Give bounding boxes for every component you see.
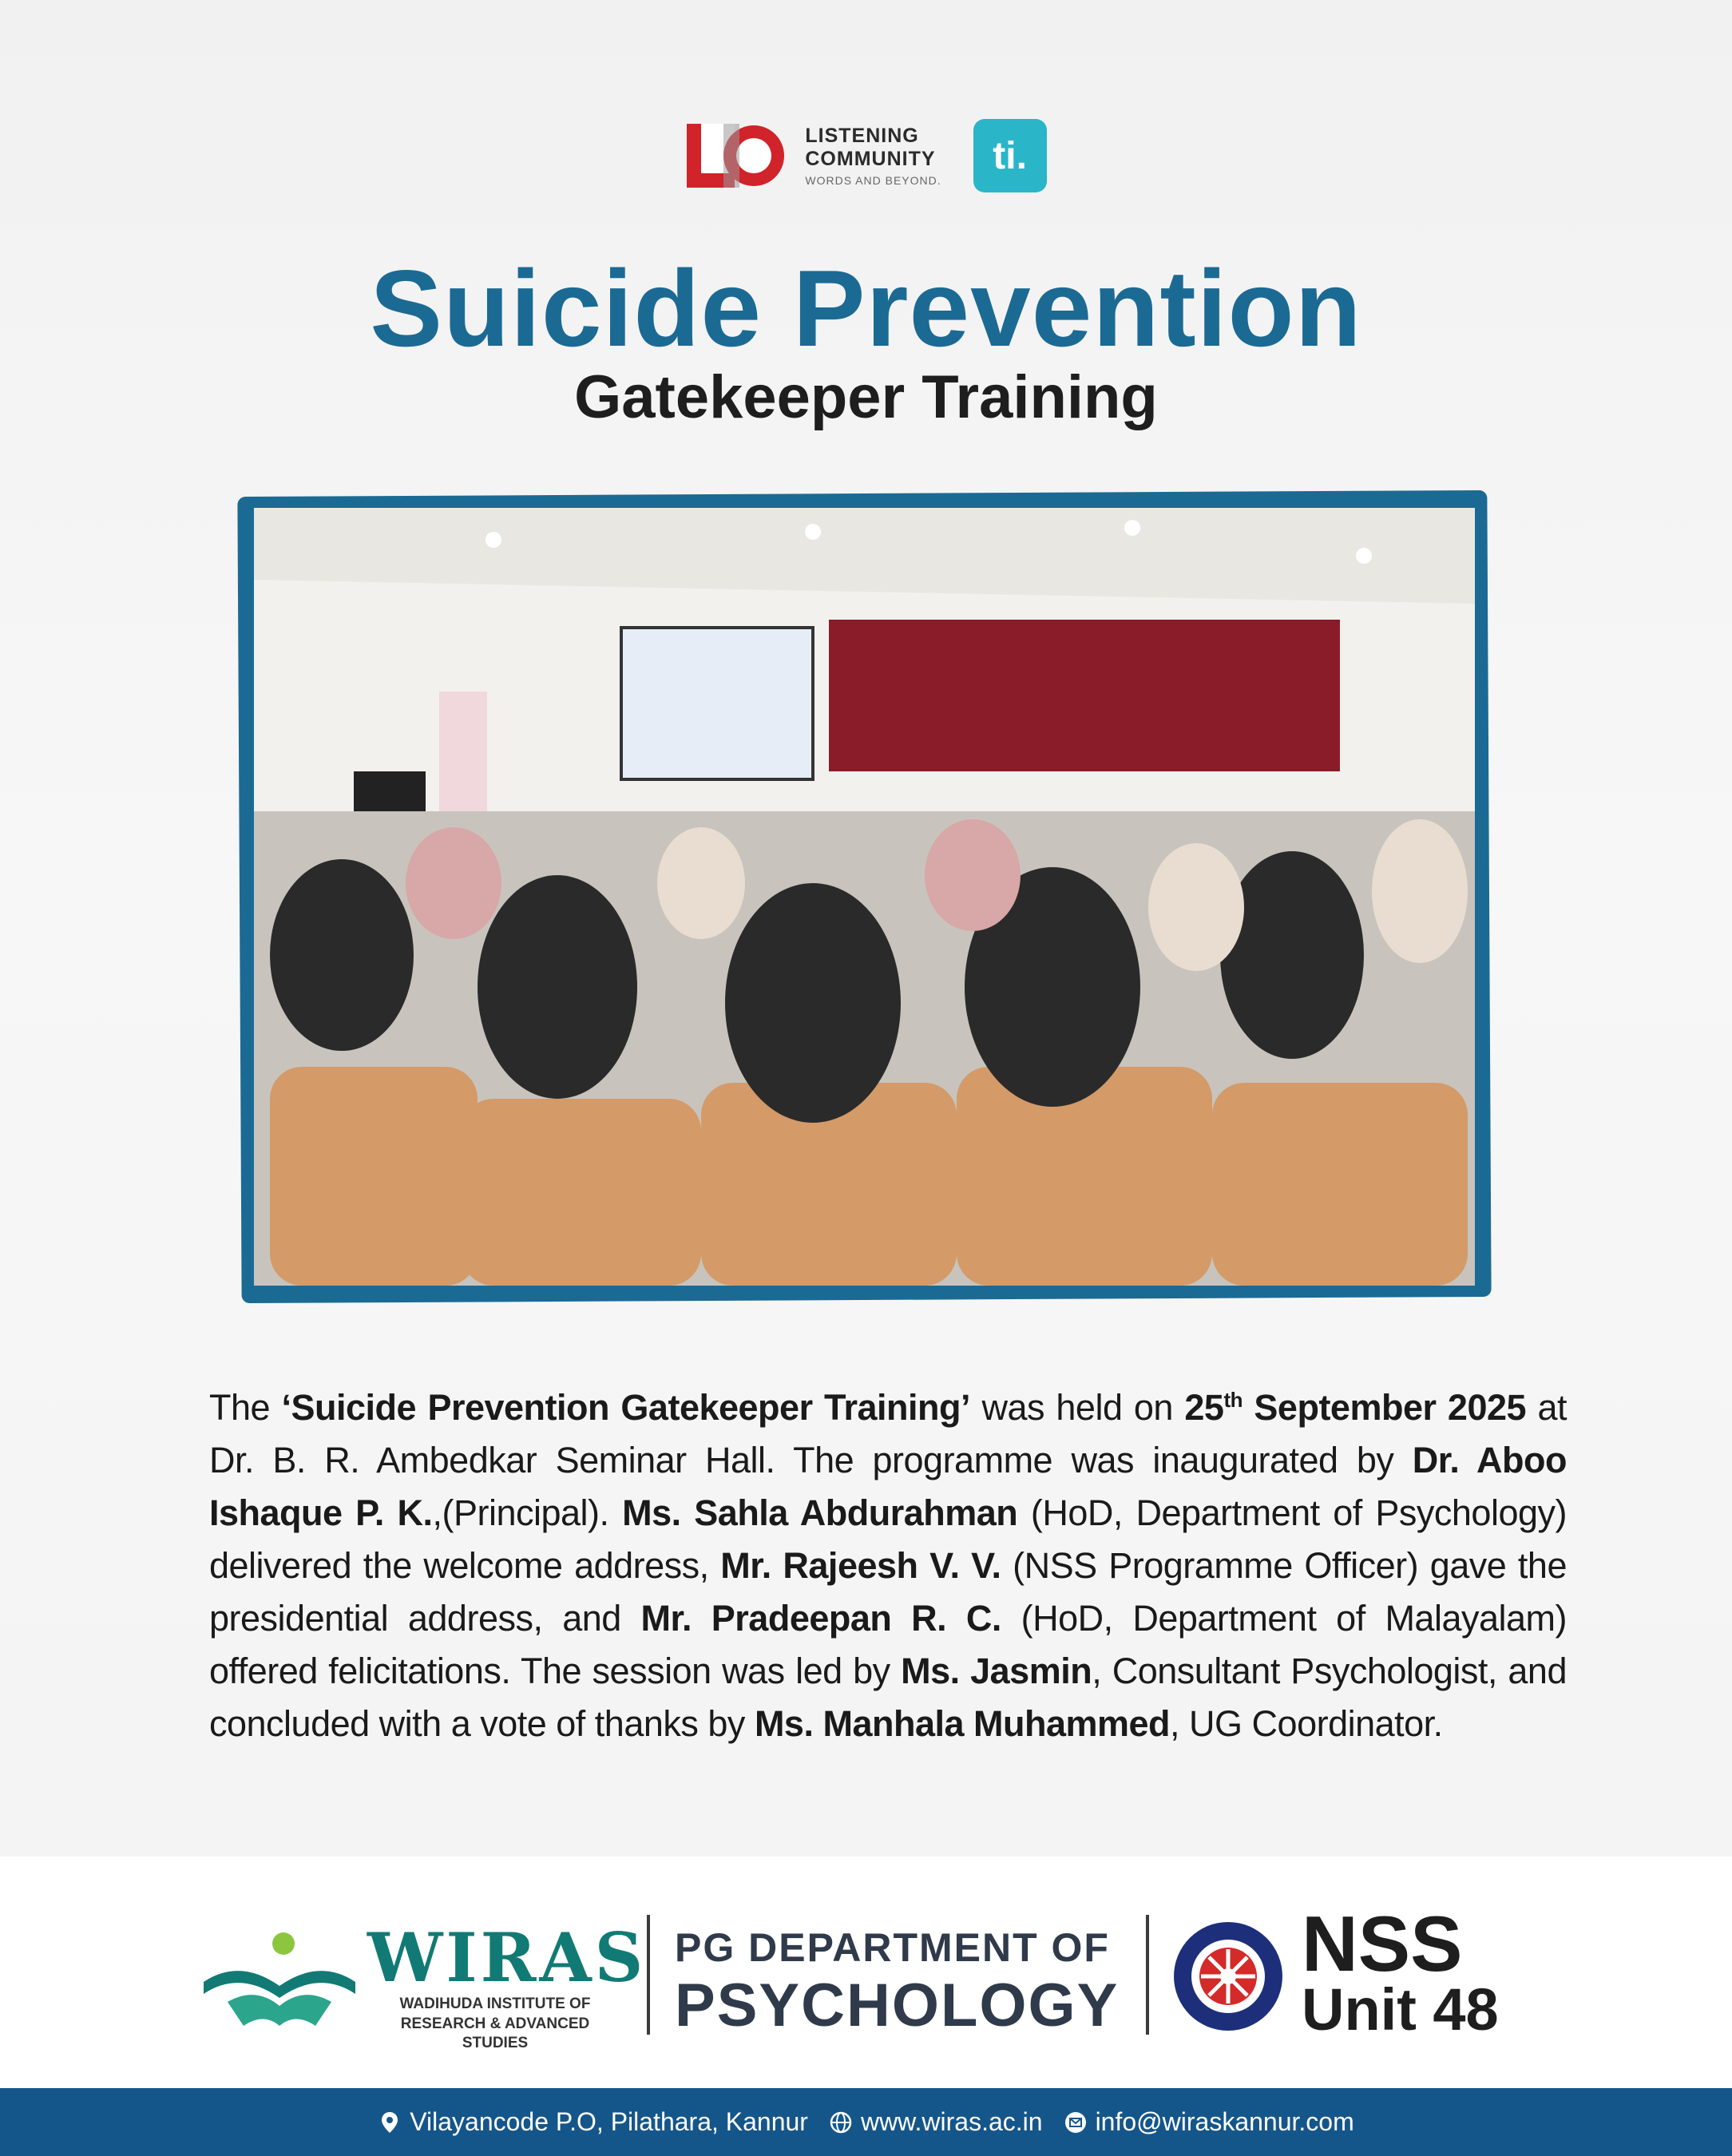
contact-email[interactable]: [1064, 2107, 1354, 2137]
person-principal: Dr. Aboo Ishaque P. K.: [209, 1440, 1567, 1533]
text-run: ,(Principal).: [432, 1492, 623, 1533]
person-hod-psychology: Ms. Sahla Abdurahman: [622, 1492, 1018, 1533]
listening-community-wordmark: [805, 125, 941, 187]
person-ug-coordinator: Ms. Manhala Muhammed: [754, 1703, 1171, 1744]
text-run: , UG Coordinator.: [1170, 1703, 1443, 1744]
text-run: was held on: [970, 1387, 1185, 1428]
person-hod-malayalam: Mr. Pradeepan R. C.: [640, 1598, 1001, 1639]
wiras-book-icon: [196, 1926, 355, 2030]
wiras-wordmark: WIRAS: [367, 1918, 647, 1997]
date-day: 25: [1184, 1387, 1224, 1428]
seminar-hall-illustration: [254, 508, 1475, 1286]
website-text[interactable]: www.wiras.ac.in: [860, 2107, 1043, 2136]
contact-address: [378, 2107, 808, 2137]
department-line-2: PSYCHOLOGY: [675, 1972, 1120, 2039]
person-psychologist: Ms. Jasmin: [901, 1651, 1092, 1691]
text-run: (HoD, Department of Psychology) delivered the welcome address,: [209, 1492, 1567, 1586]
contact-website[interactable]: [829, 2107, 1043, 2137]
address-text: Vilayancode P.O, Pilathara, Kannur: [410, 2107, 808, 2136]
event-photo: [254, 508, 1475, 1286]
nss-emblem-icon: [1172, 1920, 1284, 2032]
partner-logos: [0, 112, 1732, 200]
nss-title: NSS: [1302, 1900, 1463, 1988]
wiras-fullname: [367, 1995, 623, 2054]
person-nss-officer: Mr. Rajeesh V. V.: [720, 1545, 1001, 1586]
logo-line-1: LISTENING: [805, 125, 919, 148]
listening-community-logo-icon: [685, 117, 787, 194]
text-run: (HoD, Department of Malayalam) offered felicitations. The session was led by: [209, 1598, 1568, 1691]
globe-icon: [829, 2110, 853, 2134]
logo-tagline: WORDS AND BEYOND.: [805, 173, 941, 187]
event-description: [209, 1373, 1567, 1750]
location-pin-icon: [378, 2110, 402, 2134]
text-run: The: [209, 1387, 282, 1428]
footer-divider: [1146, 1915, 1149, 2035]
ti-logo: ti.: [973, 119, 1047, 192]
department-line-1: PG DEPARTMENT OF: [675, 1925, 1110, 1970]
text-run: at Dr. B. R. Ambedkar Seminar Hall. The programme was inaugurated by: [209, 1387, 1567, 1480]
text-run: , Consultant Psychologist, and concluded with a vote of thanks by: [209, 1651, 1567, 1744]
event-date: [1184, 1387, 1526, 1428]
page-title: Suicide Prevention: [370, 248, 1362, 369]
event-name: ‘Suicide Prevention Gatekeeper Training’: [281, 1387, 971, 1428]
mail-icon: [1064, 2110, 1088, 2134]
logo-line-2: COMMUNITY: [805, 147, 936, 170]
wiras-sub-line-1: WADIHUDA INSTITUTE OF: [399, 1995, 591, 2012]
wiras-sub-line-2: RESEARCH & ADVANCED STUDIES: [400, 2015, 590, 2052]
date-suffix: th: [1223, 1388, 1243, 1412]
footer-divider: [647, 1915, 650, 2035]
contact-bar: [0, 2088, 1732, 2156]
text-run: (NSS Programme Officer) gave the presidential address, and: [209, 1545, 1567, 1639]
page-subtitle: Gatekeeper Training: [574, 363, 1158, 431]
email-text[interactable]: info@wiraskannur.com: [1095, 2107, 1354, 2136]
nss-unit: Unit 48: [1302, 1976, 1499, 2043]
date-rest: September 2025: [1242, 1387, 1527, 1428]
